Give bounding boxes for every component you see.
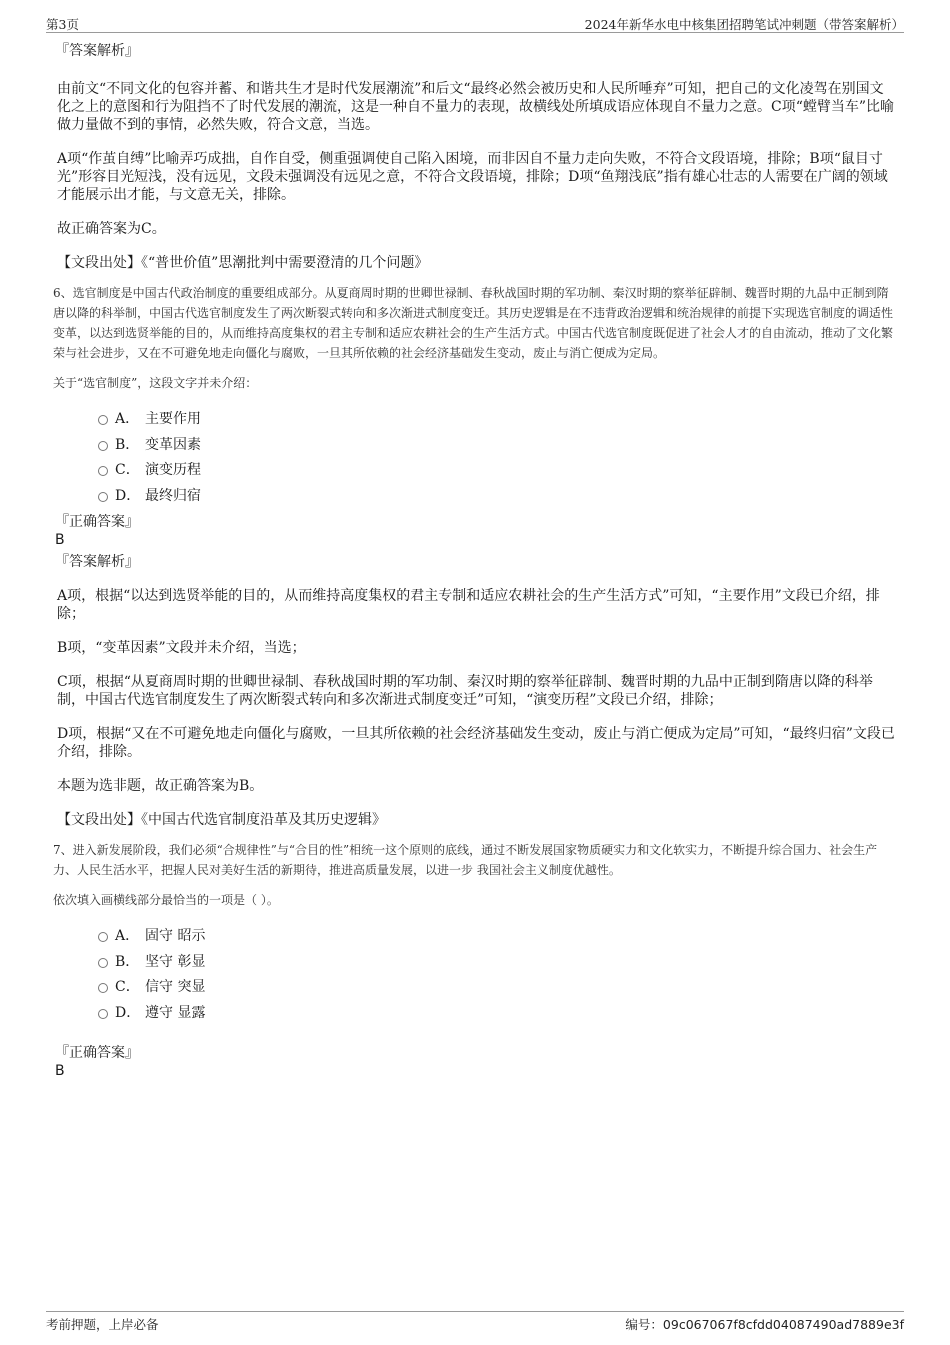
document-code-value: 09c067067f8cfdd04087490ad7889e3f xyxy=(662,1317,904,1332)
q7-option-c[interactable]: C． 信守 突显 xyxy=(98,975,895,1001)
radio-button-icon[interactable] xyxy=(98,415,108,425)
q6-analysis-label: 『答案解析』 xyxy=(55,554,139,570)
q6-analysis-a: A项，根据“以达到选贤举能的目的，从而维持高度集权的君主专制和适应农耕社会的生产生活方式”可知，“主要作用”文段已介绍，排除； xyxy=(57,588,880,622)
q5-analysis-label: 『答案解析』 xyxy=(55,43,139,59)
q7-option-a[interactable]: A． 固守 昭示 xyxy=(98,924,895,950)
radio-button-icon[interactable] xyxy=(98,1009,108,1019)
radio-button-icon[interactable] xyxy=(98,983,108,993)
q7-option-d[interactable]: D． 遵守 显露 xyxy=(98,1001,895,1027)
page-footer xyxy=(46,1311,904,1335)
document-code xyxy=(625,1315,904,1333)
q6-option-c[interactable]: C． 演变历程 xyxy=(98,458,895,484)
q6-answer-label: 『正确答案』 xyxy=(55,514,139,530)
q7-question: 依次填入画横线部分最恰当的一项是（ ）。 xyxy=(53,893,279,907)
q5-analysis-para2: A项“作茧自缚”比喻弄巧成拙，自作自受，侧重强调使自己陷入困境，而非因自不量力走向失败，不符合文段语境，排除；B项“鼠目寸光”形容目光短浅，没有远见，文段未强调没有远见之意，不符合文段语境，排除；D项“鱼翔浅底”指有雄心壮志的人需要在广阔的领域才能展示出才能，与文意无关，排除。 xyxy=(57,151,888,203)
q5-conclusion: 故正确答案为C。 xyxy=(57,221,166,237)
document-code-label: 编号： xyxy=(625,1317,663,1332)
q6-analysis-b: B项，“变革因素”文段并未介绍，当选； xyxy=(57,640,306,656)
q7-options xyxy=(98,924,895,1026)
q6-option-a[interactable]: A． 主要作用 xyxy=(98,407,895,433)
q6-option-d[interactable]: D． 最终归宿 xyxy=(98,484,895,510)
q6-answer: B xyxy=(55,532,65,548)
q6-question: 关于“选官制度”，这段文字并未介绍： xyxy=(53,376,258,390)
q7-answer: B xyxy=(55,1063,65,1079)
q6-option-b[interactable]: B． 变革因素 xyxy=(98,433,895,459)
q7-answer-label: 『正确答案』 xyxy=(55,1045,139,1061)
q6-stem: 6、选官制度是中国古代政治制度的重要组成部分。从夏商周时期的世卿世禄制、春秋战国时期的军功制、秦汉时期的察举征辟制、魏晋时期的九品中正制到隋唐以降的科举制，中国古代选官制度发生了两次断裂式转向和多次渐进式制度变迁。其历史逻辑是在不违背政治逻辑和统治规律的前提下实现选官制度的调适性变革，以达到选贤举能的目的，从而维持高度集权的君主专制和适应农耕社会的生产生活方式。中国古代选官制度既促进了社会人才的自由流动，推动了文化繁荣与社会进步，又在不可避免地走向僵化与腐败，一旦其所依赖的社会经济基础发生变动，废止与消亡便成为定局。 xyxy=(53,286,894,360)
q6-analysis-c: C项，根据“从夏商周时期的世卿世禄制、春秋战国时期的军功制、秦汉时期的察举征辟制、魏晋时期的九品中正制到隋唐以降的科举制，中国古代选官制度发生了两次断裂式转向和多次渐进式制度变迁”可知，“演变历程”文段已介绍，排除； xyxy=(57,674,873,708)
q5-analysis-para1: 由前文“不同文化的包容并蓄、和谐共生才是时代发展潮流”和后文“最终必然会被历史和人民所唾弃”可知，把自己的文化凌驾在别国文化之上的意图和行为阻挡不了时代发展的潮流，这是一种自不量力的表现，故横线处所填成语应体现自不量力之意。C项“螳臂当车”比喻做力量做不到的事情，必然失败，符合文意，当选。 xyxy=(57,81,895,133)
radio-button-icon[interactable] xyxy=(98,466,108,476)
page-content xyxy=(53,42,895,1080)
q6-analysis-d: D项，根据“又在不可避免地走向僵化与腐败，一旦其所依赖的社会经济基础发生变动，废止与消亡便成为定局”可知，“最终归宿”文段已介绍，排除。 xyxy=(57,726,895,760)
q7-stem: 7、进入新发展阶段，我们必须“合规律性”与“合目的性”相统一这个原则的底线，通过不断发展国家物质硬实力和文化软实力，不断提升综合国力、社会生产力、人民生活水平，把握人民对美好生活的新期待，推进高质量发展，以进一步 我国社会主义制度优越性。 xyxy=(53,843,878,877)
q6-options xyxy=(98,407,895,509)
q6-conclusion: 本题为选非题，故正确答案为B。 xyxy=(57,778,264,794)
page-header xyxy=(46,14,904,33)
q6-source: 【文段出处】《中国古代选官制度沿革及其历史逻辑》 xyxy=(57,812,386,828)
radio-button-icon[interactable] xyxy=(98,441,108,451)
radio-button-icon[interactable] xyxy=(98,492,108,502)
document-title: 2024年新华水电中核集团招聘笔试冲刺题（带答案解析） xyxy=(584,17,904,32)
q7-option-b[interactable]: B． 坚守 彰显 xyxy=(98,950,895,976)
footer-slogan: 考前押题，上岸必备 xyxy=(46,1317,159,1332)
q5-source: 【文段出处】《“普世价值”思潮批判中需要澄清的几个问题》 xyxy=(57,255,429,271)
radio-button-icon[interactable] xyxy=(98,932,108,942)
page-number: 第3页 xyxy=(46,17,79,32)
radio-button-icon[interactable] xyxy=(98,958,108,968)
